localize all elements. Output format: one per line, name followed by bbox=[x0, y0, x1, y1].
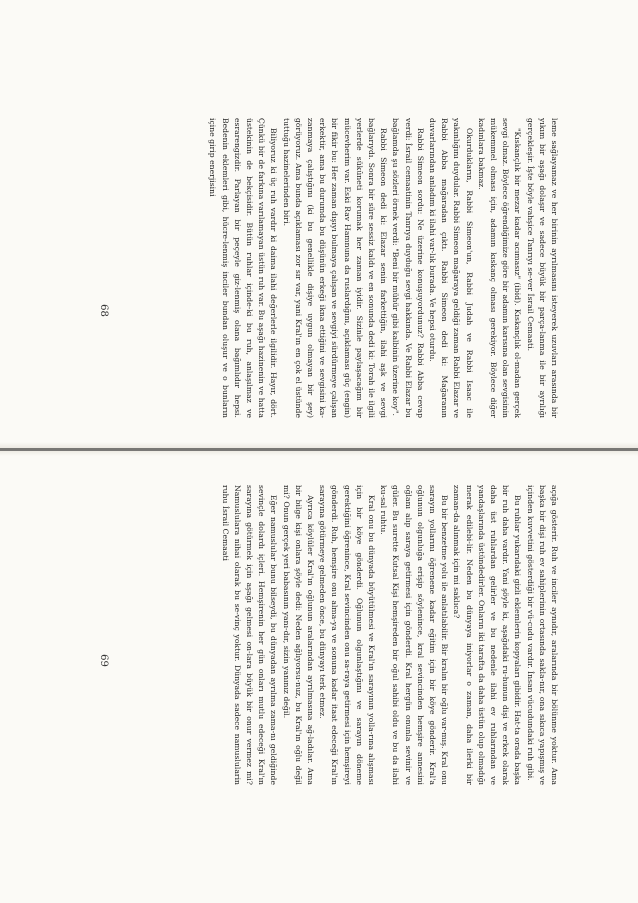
paragraph: Okurdukların, Rabbi Simeon'un, Rabbi Judah ve Rabbi Isaac ile yakınlığını duydular. Rabbi Simeon mağaraya geldiği zaman Rabbi Elazar ve Rabbi Abba mağaradan çıktı. Rabbi Simeon dedi ki: Mağaranın duvarlarından anladım ki ilahi var-lık burada. Ve hepsi oturdu. bbox=[427, 118, 474, 418]
book-spine bbox=[0, 448, 638, 451]
paragraph: "Kıskançlık bir mezar kadar acımasız" (ibid). Kıskançlık ol-madan gerçek sevgi olmaz. Böylece öğrendiğimize göre bir adamın karısına olan sevgisinin mükemmel olması için, adamın kıskanç olması gerekiyor. Böylece diğer kadınlara bakmaz. bbox=[476, 118, 523, 418]
page-number-68: 68 bbox=[97, 304, 109, 317]
paragraph: açığa gösterir. Ruh ve inciler aynıdır, aralarında bir bölünme yoktur. Ama başka bir dişi ruh ev sahiplerinin ortasında sakla-nır, ona sıkıca yapışmış ve içinden kuvvetini gösterdiği bir vü-cudu vardır. İnsan vücudundaki ruh gibi. bbox=[525, 485, 559, 785]
page-number-69: 69 bbox=[97, 654, 109, 667]
paragraph: Rabbi Simeon sordu: Ne üzerine konuşuyordunuz? Rabbi Abba cevap verdi: İsrail cemaatinin Tanrıya duyduğu sevgi hakkında. Ve Rabbi Elazar bu bağlamda şu sözleri örnek verdi: "Beni bir mühür gibi kalbinin üzerine koy". bbox=[391, 118, 425, 418]
paragraph: Bu ruhlar yukarıdaki gizli eklemlerin kopyaları gibidir. Hat-ta orada başka bir ruh daha vardır. Yani şöyle ki, aşağıdaki ru-hunun dişi ve erkek olarak daha üst ruhlardan gelirler ve bu nedenle ilahi ev ruhlarından ve yandaşlarında üstündedirler. Onların iki tarafta da daha üstün olup olmadığı merak edilebi-lir. Neden bu dünyaya iniyorlar o zaman, daha ilerki bir zaman-da alınmak için mi saklıca? bbox=[452, 485, 523, 785]
paragraph: Kral onu bu dünyada büyütülmesi ve Kral'ın sarayının yolla-rına alışması için bir köye gönderdi. Oğlunun olgunlaştığını ve sarayın döneme gerektiğini öğrenince, Kral sevincinden onu sa-raya getirmesi için hemşireyi gönderdi. Ruh, hemşire onu alma-ya ve sonuna kadar itaat edeceği Kral'ın sarayına götürmeye gelmeden önce, bu dünyayı terk etmez. bbox=[318, 485, 376, 785]
page-68-text bbox=[206, 118, 560, 418]
paragraph: Ayrıca köylüler Kral'ın oğlunun aralarından ayrılmasına ağ-ladılar. Ama bir bilge kişi onlara şöyle dedi: Neden ağlıyorsu-nuz, bu Kral'ın oğlu değil mi? Onun gerçek yeri babasının yanı-dır, sizin yanınız değil. bbox=[281, 485, 315, 785]
page-69-text bbox=[218, 485, 560, 785]
paragraph: leme sağlayamaz ve her birinin ayrılmasını isteyerek uzuvları arasında bir yıkım bir aşağı dolaşır ve sadece büyük bir parça-lanma ile bir ayrılığı gerçekleşir. İşte böyle vahşice Tanrıyı se-ver İsrail Cemaati. bbox=[525, 118, 559, 418]
paragraph: Bu bir benzetme yolu ile anlatılabilir. Bir kralın bir oğlu var-mış. Kral onu sarayın yollarını öğrenene kadar eğitim için bir köye gönderir. Kral'a oğlunun olgunluğa erişip söylenince, kral sevincinden hemşire annesini oğlanı alıp saraya getirmesi için gönderdi. Kral hergün onunla sevinir ve güler. Bu surette Kutsal Kişi hemşireden bir oğul sahibi oldu ve bu da ilahi ku-sal ruhtu. bbox=[379, 485, 450, 785]
paragraph: Eğer namuslular bunu bilseydi, bu dünyadan ayrılma zama-nı geldiğinde sevinçle dolardı içleri. Hemşirenin her gün onları mutlu edeceği Kral'ın sarayına götürmek için aşağı gelmesi on-lara büyük bir onur vermez mi? Namuslulara nihai olarak bu se-vinç yoktur. Dünyada sadece namuslularin ruhu İsrail Cemaati bbox=[220, 485, 279, 785]
paragraph: Rabbi Simeon dedi ki: Elazar senin farkettiğin, ilahi aşk ve sevgi bağlarıydı. Sonra bir süre sessiz kaldı ve en sonunda dedi ki: Torah ile ilgili yerlerde sükûneti korumak her zaman iyidir. Sizinle paylaşacağım bir mücevherim var. Eski Rav Hamnuna da ruslardığını, açıklaması güç (engin) bir fikir bu: Her zaman dışıyı bulmaya çalışan ve sevgiyi sürdürmeye çalışan erkektir, ama bu durumda bu düşünün erkeği ikna ettiğini ve sevgisini ka-zanmaya çalıştığını (ki bu genellikle dişiye uygun olmayan bir şey) görüyoruz. Ama bunda açıklaması zor sır var, yani Kral'ın en çok el üstünde tuttuğu hazinelerinden biri. bbox=[281, 118, 389, 418]
paragraph: Biliyoruz ki üç ruh vardır ki daima ilahi değerlerle ilgilidir. Hayır, dört. Çünkü bir de farkına varılamayan üstün ruh var. Bu aşağı hazinenin ve hatta üstekinin de bekçisidir. Bütün ruhlar içinde-ki bu ruh, anlaşılmaz ve esrarengizdir. Parlayan bir peçeyle giz-lenmiş olana bağımlıdır hepsi. Bedenin eklemleri gibi, hücre-lenmiş inciler bundan oluşur ve o bunların içine girip enerjisini bbox=[208, 118, 279, 418]
